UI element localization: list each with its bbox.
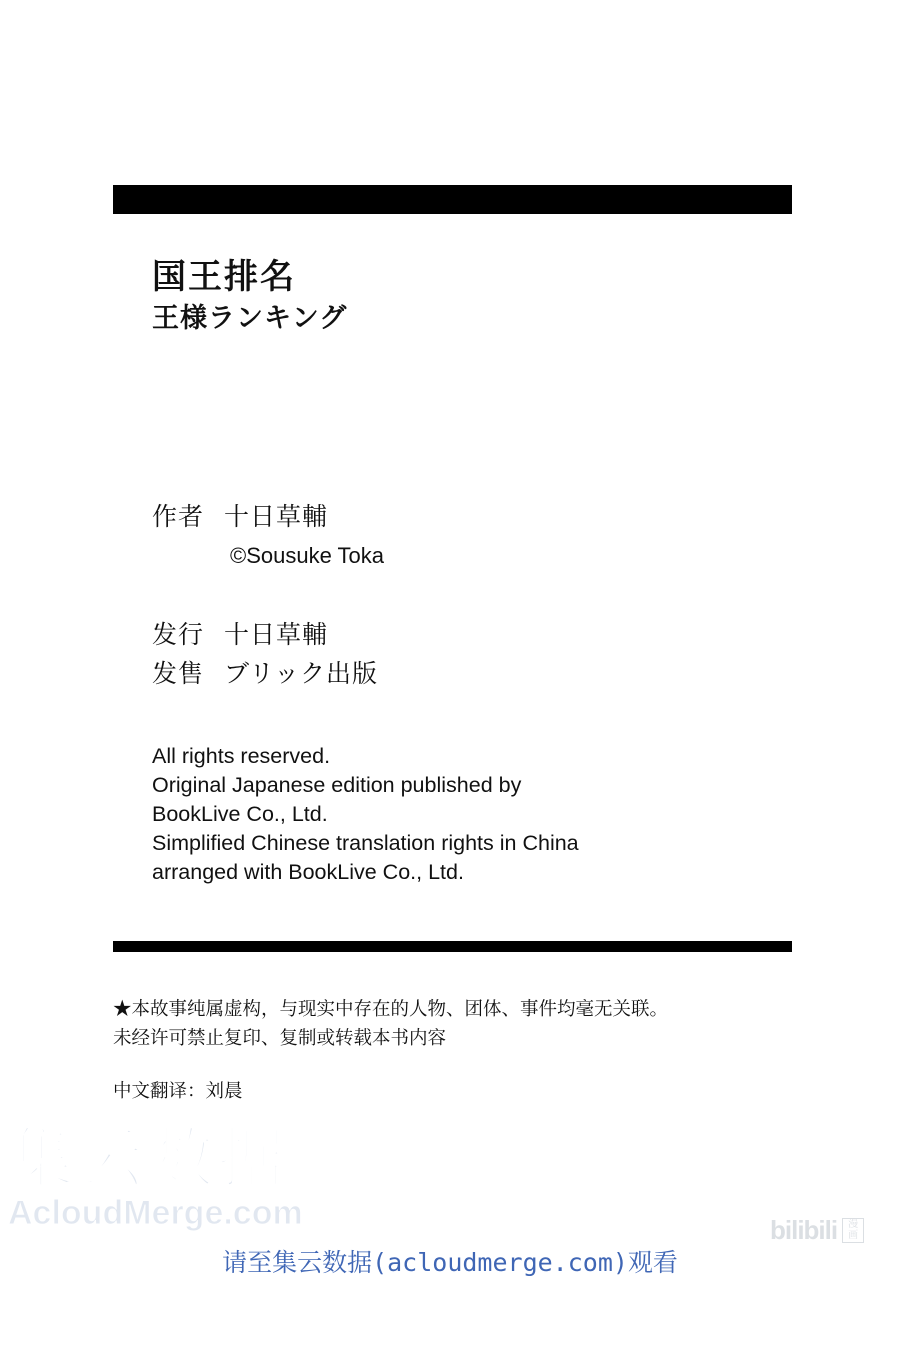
credit-label-author: 作者 (152, 503, 205, 531)
disclaimer-line-2: 未经许可禁止复印、复制或转载本书内容 (113, 1026, 447, 1048)
bottom-visit-notice: 请至集云数据(acloudmerge.com)观看 (222, 1248, 678, 1277)
credit-label-publisher: 发行 (152, 620, 205, 649)
top-rule (113, 185, 792, 214)
credit-copyright-latin: ©Sousuke Toka (230, 542, 385, 568)
credit-value-distributor: ブリック出版 (224, 659, 379, 688)
credit-row-publisher (152, 616, 772, 655)
watermark-acloudmerge (8, 1121, 408, 1232)
manga-badge-line-2: 画 (848, 1229, 859, 1241)
bilibili-manga-logo (770, 1215, 864, 1246)
rights-line-4: Simplified Chinese translation rights in China (152, 831, 579, 856)
translator-credit: 中文翻译：刘晨 (113, 1080, 243, 1101)
page-title-japanese: 王様ランキング (152, 303, 348, 334)
bilibili-wordmark: bilibili (770, 1215, 838, 1245)
credit-value-publisher: 十日草輔 (224, 620, 329, 649)
credit-row-author (152, 498, 772, 537)
page-title-chinese: 国王排名 (152, 258, 296, 296)
disclaimer-line-1: ★本故事纯属虚构，与现实中存在的人物、团体、事件均毫无关联。 (113, 998, 669, 1019)
credit-row-distributor (152, 655, 772, 694)
title-block (152, 258, 347, 336)
bottom-rule (113, 941, 792, 952)
credit-label-distributor: 发售 (152, 659, 205, 688)
credits-block (152, 498, 772, 693)
rights-line-3: BookLive Co., Ltd. (152, 802, 328, 827)
watermark-domain-text: AcloudMerge.com (8, 1194, 303, 1232)
credit-value-author: 十日草輔 (224, 503, 329, 531)
manga-badge-line-1: 漫 (848, 1219, 859, 1230)
disclaimer-notice (113, 995, 813, 1052)
rights-line-2: Original Japanese edition published by (152, 773, 522, 798)
rights-line-1: All rights reserved. (152, 744, 331, 768)
rights-line-5: arranged with BookLive Co., Ltd. (152, 860, 464, 885)
manga-badge-icon (842, 1218, 864, 1243)
credits-spacer (152, 572, 772, 616)
watermark-chinese-text: 集云数据 (8, 1121, 288, 1195)
rights-paragraph (152, 742, 792, 887)
